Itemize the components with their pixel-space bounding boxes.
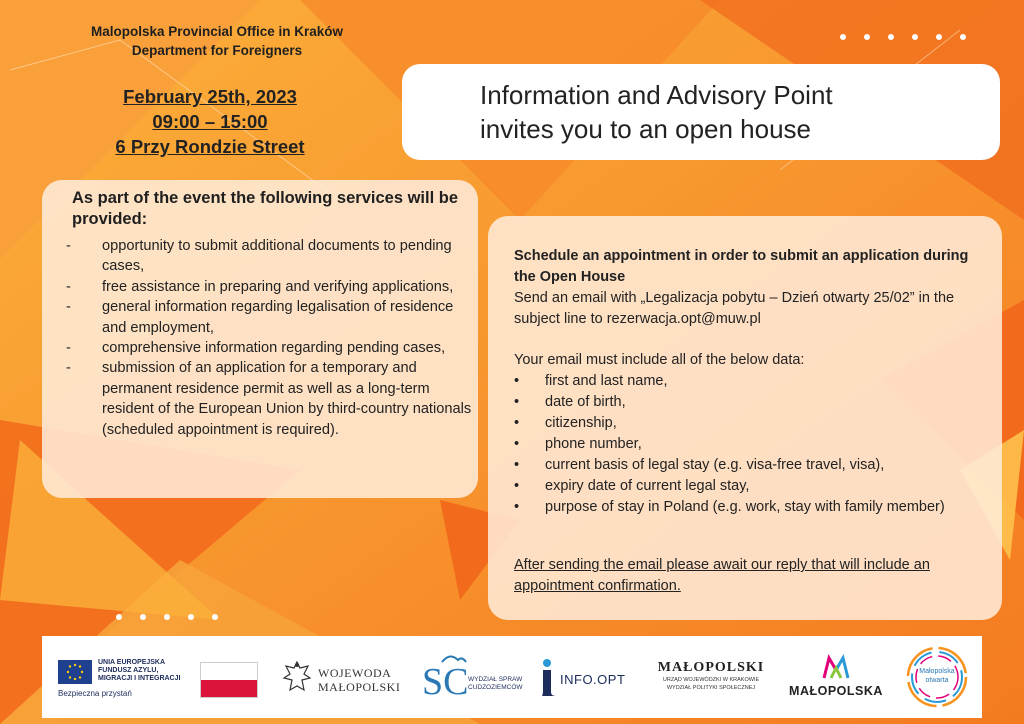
muw-label-1: MAŁOPOLSKI [657,660,765,675]
info-opt-logo [536,656,632,704]
organizer-line-1: Malopolska Provincial Office in Kraków [90,24,344,39]
polish-flag-icon [200,662,258,698]
malopolska-otwarta-logo [902,642,972,712]
otwarta-label-2: otwarta [925,677,949,684]
svg-text:SC: SC [422,661,468,702]
list-item: - free assistance in preparing and verifying applications, [66,278,454,295]
muw-label-2: URZĄD WOJEWÓDZKI W KRAKOWIE [662,677,760,683]
eu-label-3: MIGRACJI I INTEGRACJI [98,675,181,682]
foreigners-department-logo [422,650,522,706]
eu-tagline: Bezpieczna przystań [58,689,132,698]
wojewoda-logo [282,658,402,702]
sc-label-2: CUDZOZIEMCÓW [468,684,523,691]
malopolska-logo [788,654,884,704]
list-item: • purpose of stay in Poland (e.g. work, stay with family member) [514,499,945,515]
list-item: • current basis of legal stay (e.g. visa-free travel, visa), [514,457,885,473]
wojewoda-label-1: WOJEWODA [318,666,392,680]
event-date: February 25th, 2023 [123,86,297,107]
title-line-1: Information and Advisory Point [480,80,833,110]
list-item: • expiry date of current legal stay, [514,478,750,494]
eu-flag-icon [58,660,92,684]
wojewoda-label-2: MAŁOPOLSKI [318,680,401,694]
eu-label-1: UNIA EUROPEJSKA [98,659,166,666]
eagle-emblem-icon [282,660,312,698]
list-item: - opportunity to submit additional documents to pending cases, [66,238,452,275]
list-item: - general information regarding legalisation of residence and employment, [66,299,454,336]
otwarta-label-1: Małopolska [919,668,955,675]
event-details [60,84,360,159]
malopolska-m-icon [821,654,851,680]
list-item: - submission of an application for a temporary and permanent residence permit as well as a long-term resident of the European Union by third-country nationals (scheduled appointment is required). [66,360,472,438]
services-list [60,236,472,440]
list-item: • date of birth, [514,394,626,410]
title-line-2: invites you to an open house [480,114,812,144]
eu-fund-logo [58,658,190,704]
partner-logo-bar [42,636,982,718]
services-heading: As part of the event the following services will be provided: [72,189,459,228]
confirmation-note: After sending the email please await our reply that will include an appointment confirmation. [514,557,930,594]
event-time: 09:00 – 15:00 [152,111,268,132]
info-icon [536,658,558,698]
list-item: • phone number, [514,436,642,452]
page-title [480,78,990,146]
list-item: - comprehensive information regarding pending cases, [66,340,446,357]
info-opt-label: INFO.OPT [560,672,626,687]
appointment-heading: Schedule an appointment in order to submit an application during the Open House [514,248,969,285]
sc-emblem-icon [422,652,468,702]
list-item: • citizenship, [514,415,617,431]
muw-label-3: WYDZIAŁ POLITYKI SPOŁECZNEJ [666,685,756,691]
appointment-instruction: Send an email with „Legalizacja pobytu – Dzień otwarty 25/02” in the subject line to rezerwacja.opt@muw.pl [514,290,955,327]
organizer-heading [42,22,392,60]
required-data-list [514,371,984,518]
event-address: 6 Przy Rondzie Street [115,136,305,157]
eu-label-2: FUNDUSZ AZYLU, [98,667,159,674]
voivodeship-office-logo [646,660,776,704]
malopolska-label: MAŁOPOLSKA [789,684,883,698]
sc-label-1: WYDZIAŁ SPRAW [468,676,523,683]
required-data-intro: Your email must include all of the below data: [514,352,805,368]
list-item: • first and last name, [514,373,668,389]
organizer-line-2: Department for Foreigners [131,43,303,58]
